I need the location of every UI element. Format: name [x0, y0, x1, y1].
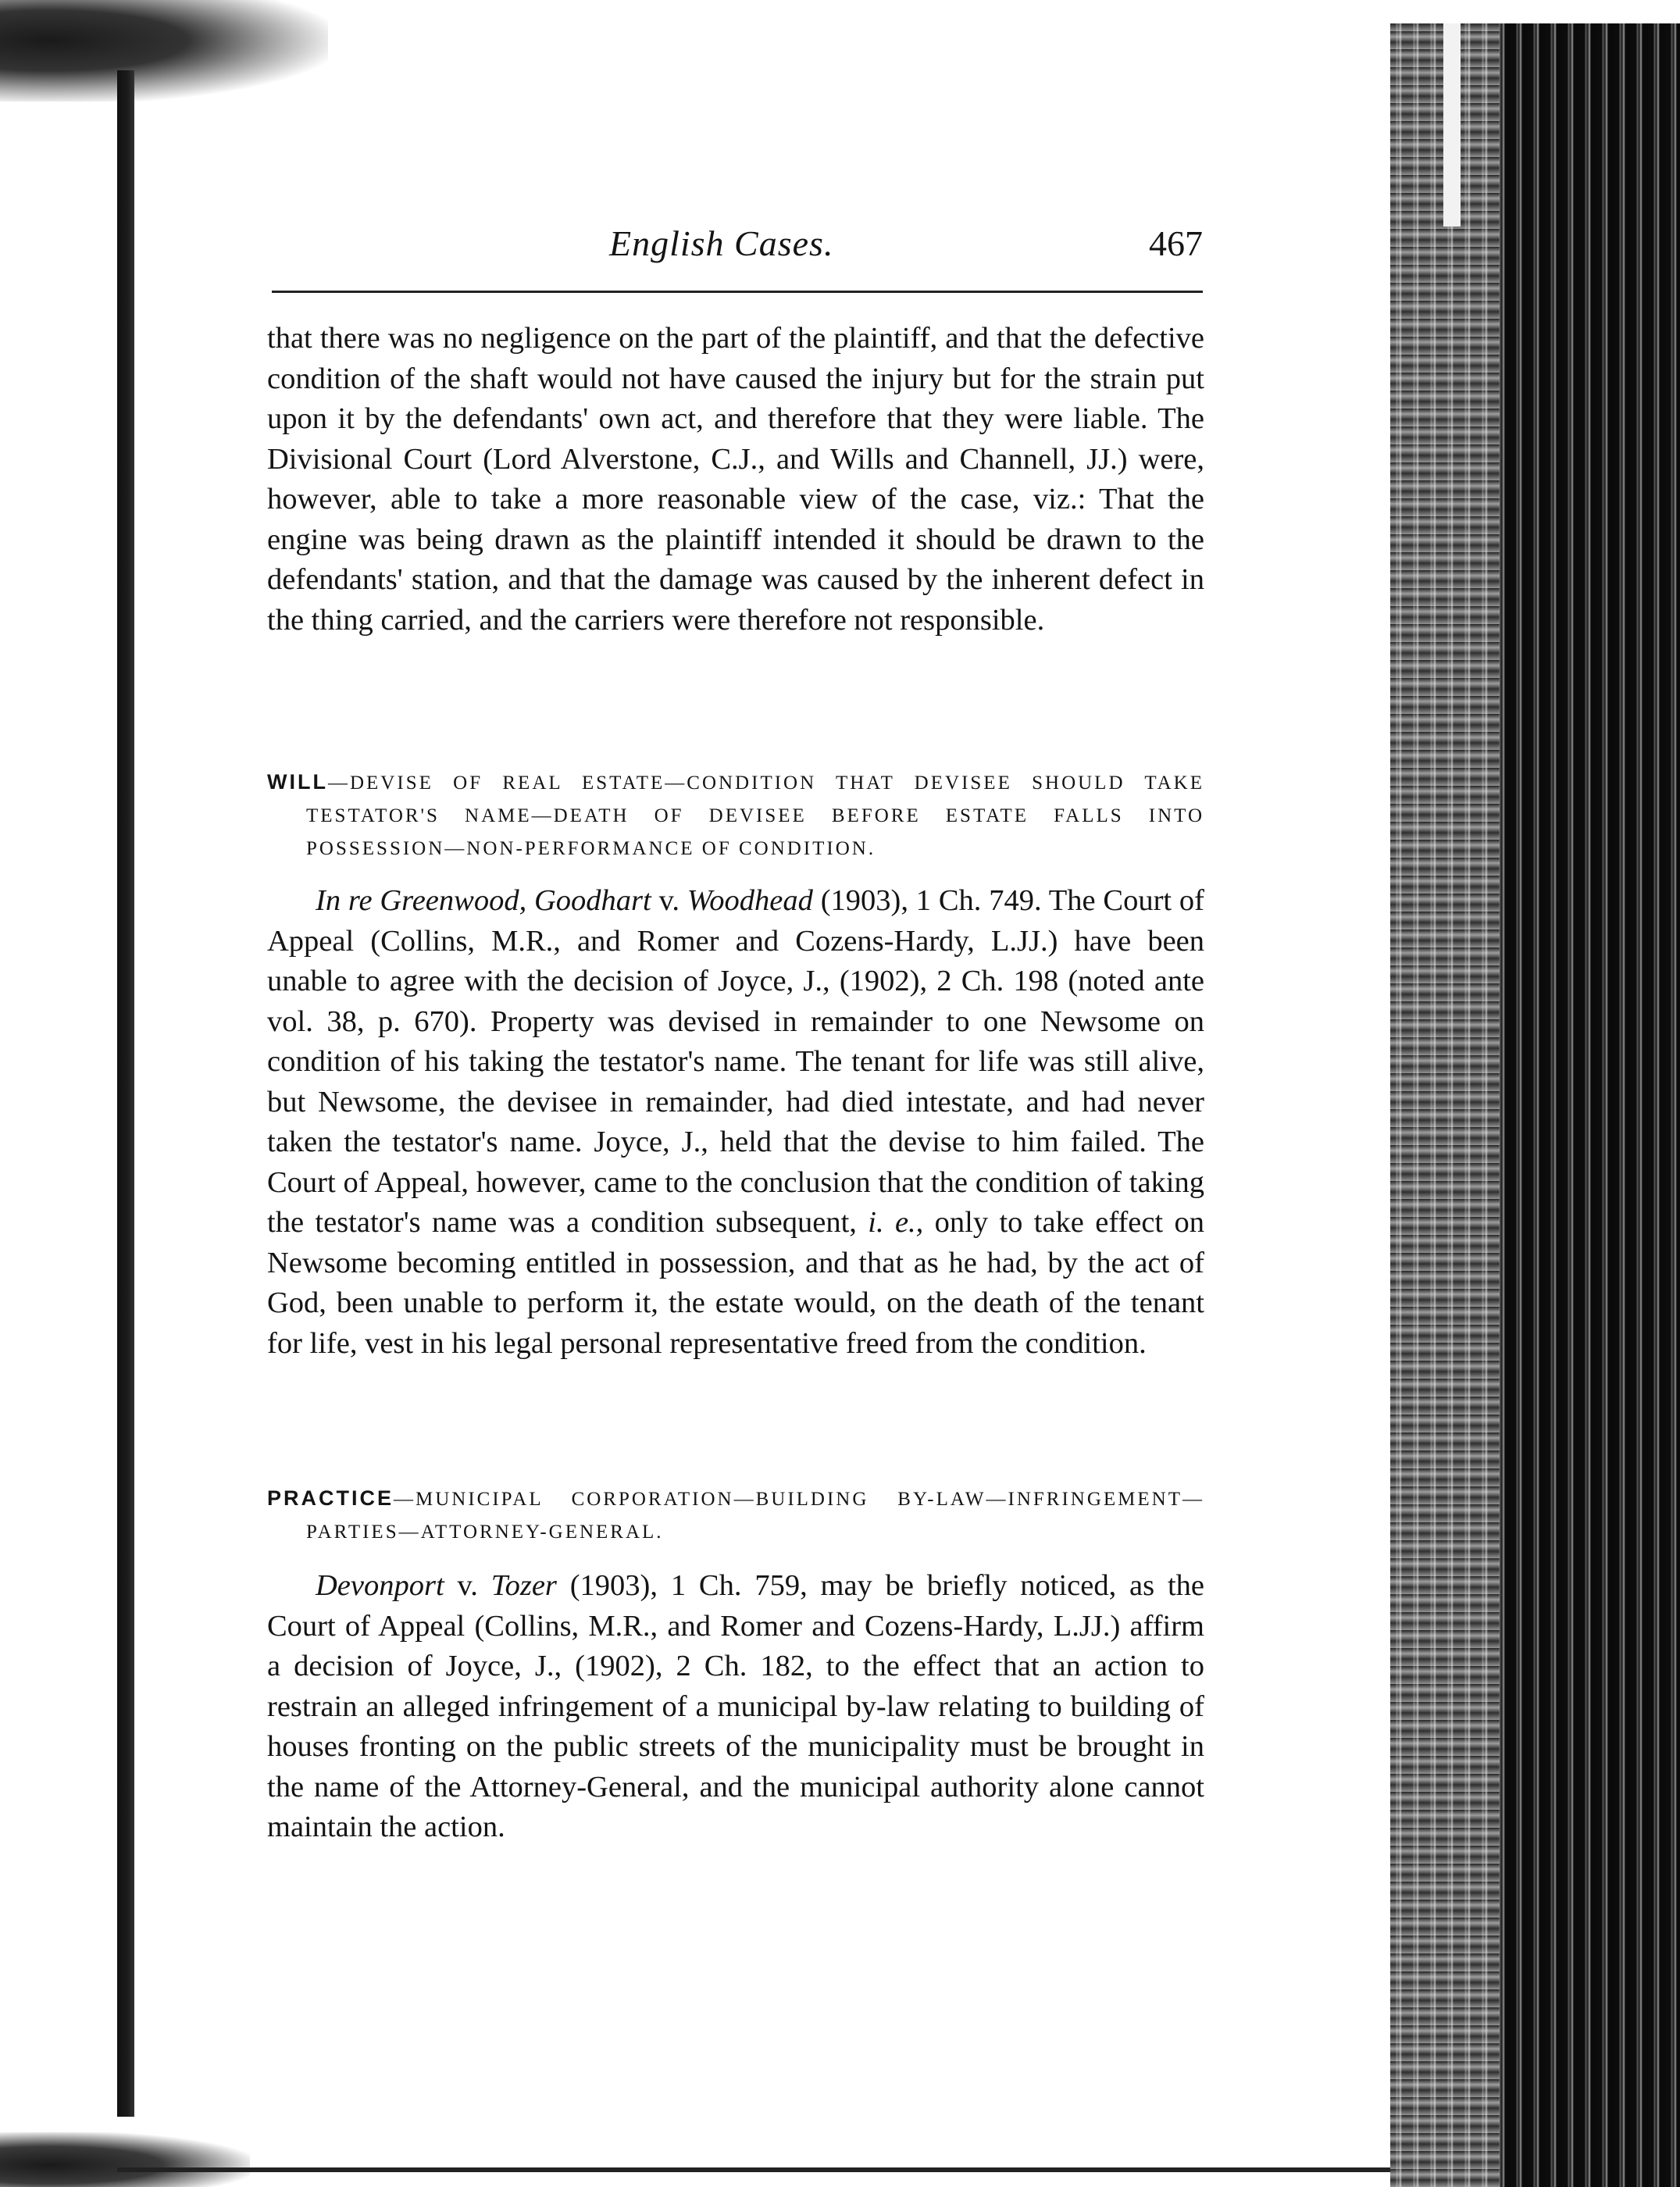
scan-artifact-right-bar	[1443, 23, 1461, 227]
heading-lead: PRACTICE	[267, 1486, 394, 1510]
running-head-title: English Cases.	[609, 223, 834, 263]
page-number: 467	[1149, 223, 1203, 263]
scan-artifact-left-edge	[117, 70, 134, 2117]
scan-artifact-top	[0, 0, 328, 102]
heading-lead: WILL	[267, 770, 328, 794]
continued-paragraph: that there was no negligence on the part of the plaintiff, and that the defective condition of the shaft would not have caused the injury but for the strain put upon it by the defendants' own act, and therefore that they were liable. The Divisional Court (Lord Alverstone, C.J., and Wills and Channell, JJ.) were, however, able to take a more reasonable view of the case, viz.: That the engine was being drawn as the plaintiff intended it should be drawn to the defendants' station, and that the damage was caused by the inherent defect in the thing carried, and the carriers were therefore not responsible.	[267, 322, 1204, 637]
case-versus: v.	[651, 884, 687, 917]
scan-artifact-right-fade	[1390, 23, 1500, 2187]
case-versus: v.	[444, 1569, 491, 1602]
scan-artifact-bottom	[0, 2132, 250, 2187]
case-text: (1903), 1 Ch. 759, may be briefly noticed, as the Court of Appeal (Collins, M.R., and Romer and Cozens-Hardy, L.JJ.) affirm a decision of Joyce, J., (1902), 2 Ch. 182, to the effect that an action to restrain an alleged infringement of a municipal by-law relating to building of houses fronting on the public streets of the municipality must be brought in the name of the Attorney-General, and the municipal authority alone cannot maintain the action.	[267, 1569, 1204, 1843]
case-text: (1903), 1 Ch. 749. The Court of Appeal (Collins, M.R., and Romer and Cozens-Hardy, L.JJ.) have been unable to agree with the decision of Joyce, J., (1902), 2 Ch. 198 (noted ante vol. 38, p. 670). Property was devised in remainder to one Newsome on condition of his taking the testator's name. The tenant for life was still alive, but Newsome, the devisee in remainder, had died intestate, and had never taken the testator's name. Joyce, J., held that the devise to him failed. The Court of Appeal, however, came to the conclusion that the condition of taking the testator's name was a condition subsequent,	[267, 884, 1204, 1239]
case-paragraph-greenwood	[267, 881, 1204, 1364]
header-rule	[272, 291, 1203, 293]
section-heading-practice	[267, 1482, 1204, 1549]
section-heading-will	[267, 765, 1204, 865]
case-ie: i. e.,	[856, 1206, 924, 1239]
case-party: Tozer	[490, 1569, 557, 1602]
case-party: Woodhead	[687, 884, 813, 917]
heading-rest: —MUNICIPAL CORPORATION—BUILDING BY-LAW—INFRINGEMENT—PARTIES—ATTORNEY-GENERAL.	[306, 1489, 1204, 1543]
case-name: Devonport	[316, 1569, 444, 1602]
case-paragraph-devonport	[267, 1566, 1204, 1848]
running-head	[258, 223, 1203, 277]
case-text-end: only to take effect on Newsome becoming entitled in possession, and that as he had, by the act of God, been unable to perform it, the estate would, on the death of the tenant for life, vest in his legal personal representative freed from the condition.	[267, 1206, 1204, 1360]
scan-artifact-bottom-line	[117, 2167, 1562, 2172]
heading-rest: —DEVISE OF REAL ESTATE—CONDITION THAT DEVISEE SHOULD TAKE TESTATOR'S NAME—DEATH OF DEVISEE BEFORE ESTATE FALLS INTO POSSESSION—NON-PERFORMANCE OF CONDITION.	[306, 772, 1204, 859]
case-name: In re Greenwood, Goodhart	[316, 884, 651, 917]
